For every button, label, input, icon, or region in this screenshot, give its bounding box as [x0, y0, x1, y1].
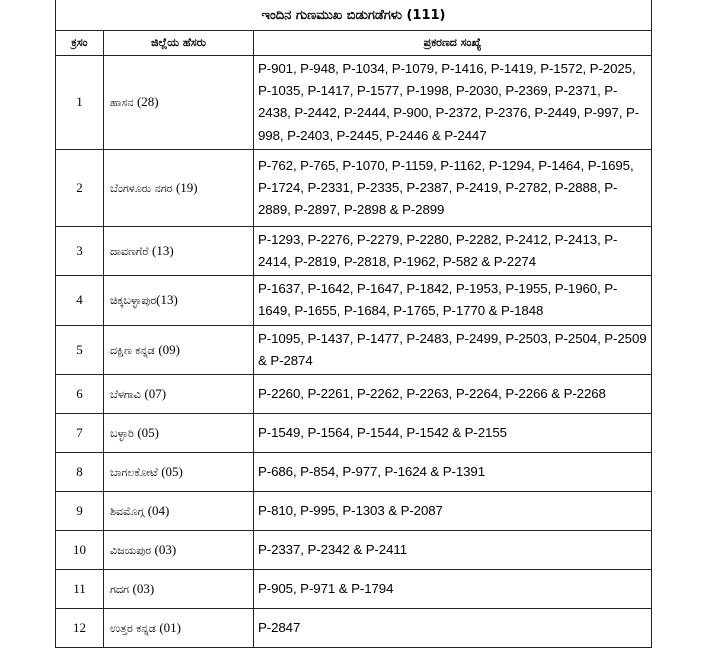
- district-count: (13): [152, 243, 174, 259]
- row-district: [104, 453, 254, 492]
- district-count: (28): [136, 94, 159, 110]
- row-cases: P-1549, P-1564, P-1544, P-1542 & P-2155: [254, 414, 652, 453]
- recoveries-table: [55, 0, 652, 648]
- district-name: ಶಿವಮೊಗ್ಗ: [110, 505, 145, 519]
- district-name: ಬೆಳಗಾವಿ: [110, 388, 141, 402]
- row-sl: 5: [56, 325, 104, 374]
- row-sl: 11: [56, 570, 104, 609]
- table-row: [56, 226, 652, 275]
- district-name: ಹಾಸನ: [110, 96, 134, 110]
- table-title: ಇಂದಿನ ಗುಣಮುಖ ಬಿಡುಗಡೆಗಳು (111): [56, 0, 652, 31]
- table-row: [56, 570, 652, 609]
- district-name: ಬಳ್ಳಾರಿ: [110, 427, 134, 441]
- district-count: (09): [158, 341, 180, 357]
- row-cases: P-1637, P-1642, P-1647, P-1842, P-1953, P-1955, P-1960, P-1649, P-1655, P-1684, P-1765, P-1770 & P-1848: [254, 276, 652, 325]
- row-cases: P-686, P-854, P-977, P-1624 & P-1391: [254, 453, 652, 492]
- table-row: [56, 414, 652, 453]
- row-sl: 9: [56, 492, 104, 531]
- row-sl: 4: [56, 276, 104, 325]
- district-name: ದಾವಣಗೆರೆ: [110, 245, 149, 259]
- document-page: [55, 0, 651, 636]
- row-sl: 3: [56, 226, 104, 275]
- district-count: (04): [147, 503, 170, 519]
- row-district: [104, 414, 254, 453]
- row-district: [104, 375, 254, 414]
- table-row: [56, 276, 652, 325]
- table-row: [56, 149, 652, 226]
- district-count: (05): [137, 425, 159, 441]
- row-cases: P-2260, P-2261, P-2262, P-2263, P-2264, P-2266 & P-2268: [254, 375, 652, 414]
- district-name: ಉತ್ತರ ಕನ್ನಡ: [110, 622, 156, 636]
- table-row: [56, 56, 652, 150]
- district-count: (19): [175, 179, 198, 195]
- row-cases: P-762, P-765, P-1070, P-1159, P-1162, P-1294, P-1464, P-1695, P-1724, P-2331, P-2335, P-2387, P-2419, P-2782, P-2888, P-2889, P-2897, P-2898 & P-2899: [254, 149, 652, 226]
- table-row: [56, 375, 652, 414]
- row-cases: P-810, P-995, P-1303 & P-2087: [254, 492, 652, 531]
- table-row: [56, 531, 652, 570]
- district-count: (13): [156, 292, 178, 308]
- row-district: [104, 325, 254, 374]
- district-name: ಬಾಗಲಕೋಟೆ: [110, 466, 158, 480]
- row-sl: 8: [56, 453, 104, 492]
- row-cases: P-905, P-971 & P-1794: [254, 570, 652, 609]
- table-header-row: [56, 31, 652, 56]
- header-case-numbers: ಪ್ರಕರಣದ ಸಂಖ್ಯೆ: [254, 31, 652, 56]
- table-row: [56, 609, 652, 648]
- row-district: [104, 276, 254, 325]
- row-cases: P-1293, P-2276, P-2279, P-2280, P-2282, P-2412, P-2413, P-2414, P-2819, P-2818, P-1962, P-582 & P-2274: [254, 226, 652, 275]
- table-row: [56, 492, 652, 531]
- row-district: [104, 226, 254, 275]
- district-count: (01): [159, 620, 181, 636]
- district-count: (03): [132, 581, 155, 597]
- table-title-row: [56, 0, 652, 31]
- row-sl: 1: [56, 56, 104, 150]
- district-count: (03): [154, 542, 177, 558]
- row-sl: 2: [56, 149, 104, 226]
- row-sl: 12: [56, 609, 104, 648]
- row-sl: 6: [56, 375, 104, 414]
- row-district: [104, 492, 254, 531]
- district-name: ದಕ್ಷಿಣ ಕನ್ನಡ: [110, 343, 155, 357]
- row-district: [104, 570, 254, 609]
- row-cases: P-1095, P-1437, P-1477, P-2483, P-2499, P-2503, P-2504, P-2509 & P-2874: [254, 325, 652, 374]
- row-cases: P-901, P-948, P-1034, P-1079, P-1416, P-1419, P-1572, P-2025, P-1035, P-1417, P-1577, P-1998, P-2030, P-2369, P-2371, P-2438, P-2442, P-2444, P-900, P-2372, P-2376, P-2449, P-997, P-998, P-2403, P-2445, P-2446 & P-2447: [254, 56, 652, 150]
- row-district: [104, 56, 254, 150]
- row-district: [104, 609, 254, 648]
- row-district: [104, 531, 254, 570]
- district-name: ವಿಜಯಪುರ: [110, 544, 152, 558]
- district-count: (07): [144, 386, 167, 402]
- table-row: [56, 325, 652, 374]
- row-sl: 10: [56, 531, 104, 570]
- district-name: ಬೆಂಗಳೂರು ನಗರ: [110, 181, 173, 195]
- district-name: ಗದಗ: [110, 583, 130, 597]
- row-cases: P-2337, P-2342 & P-2411: [254, 531, 652, 570]
- row-district: [104, 149, 254, 226]
- district-name: ಚಿಕ್ಕಬಳ್ಳಾಪುರ: [110, 294, 157, 308]
- district-count: (05): [161, 464, 183, 480]
- header-sl-no: ಕ್ರಸಂ: [56, 31, 104, 56]
- table-row: [56, 453, 652, 492]
- row-cases: P-2847: [254, 609, 652, 648]
- header-district-name: ಜಿಲ್ಲೆಯ ಹೆಸರು: [104, 31, 254, 56]
- row-sl: 7: [56, 414, 104, 453]
